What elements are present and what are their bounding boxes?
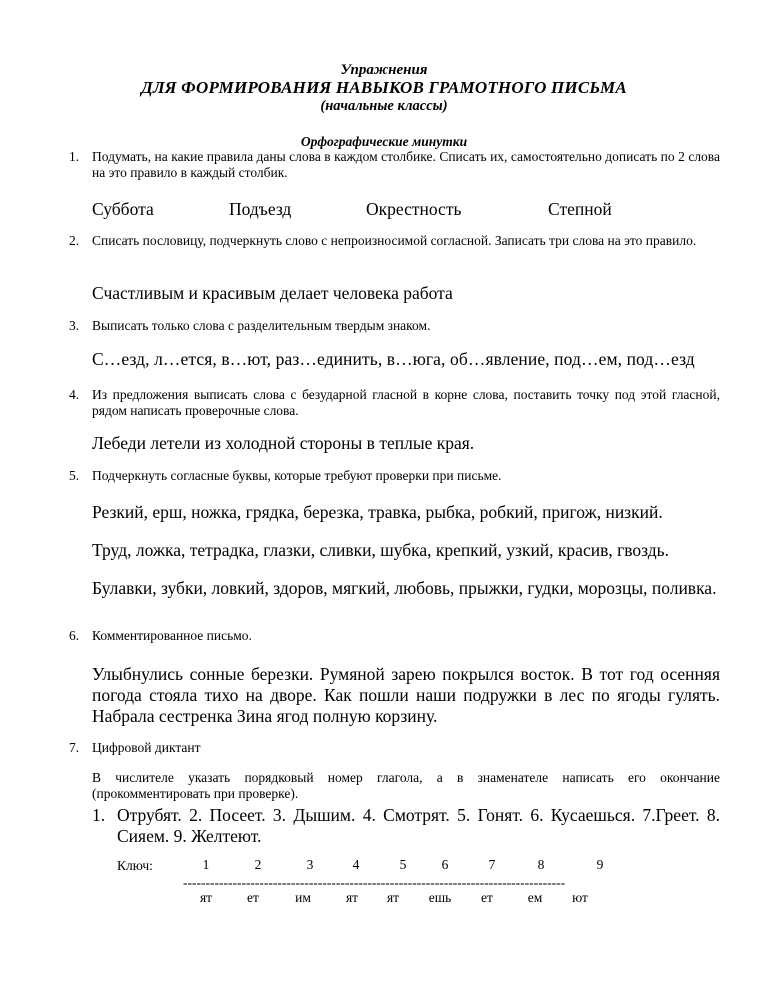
key-label: Ключ: <box>117 858 153 873</box>
key-number: 3 <box>306 857 314 872</box>
key-number: 6 <box>441 857 449 872</box>
key-ending: ят <box>345 890 359 905</box>
key-number: 2 <box>254 857 262 872</box>
exercise-text: С…езд, л…ется, в…ют, раз…единить, в…юга, об…явление, под…ем, под…езд <box>92 349 695 369</box>
dictation-text: Отрубят. 2. Посеет. 3. Дышим. 4. Смотрят. 5. Гонят. 6. Кусаешься. 7.Греет. 8. Сияем. 9. Желтеют. <box>117 805 720 846</box>
exercise-number: 5. <box>69 468 80 483</box>
key-ending: им <box>295 890 311 905</box>
exercise-text: Лебеди летели из холодной стороны в теплые края. <box>92 433 475 453</box>
exercise-number: 3. <box>69 318 80 333</box>
exercise-text: Улыбнулись сонные березки. Румяной зарею покрылся восток. В тот год осенняя погода стояла тихо на дворе. Как пошли наши подружки в лес по ягоды гулять. Набрала сестренка Зина ягод полную корзину. <box>92 664 720 726</box>
exercise-line: Резкий, ерш, ножка, грядка, березка, травка, рыбка, робкий, пригож, низкий. <box>92 502 663 522</box>
key-number: 5 <box>399 857 407 872</box>
doc-main-title: ДЛЯ ФОРМИРОВАНИЯ НАВЫКОВ ГРАМОТНОГО ПИСЬМА <box>141 78 627 97</box>
exercise-number: 2. <box>69 233 80 248</box>
exercise-instruction: Комментированное письмо. <box>92 628 252 643</box>
doc-subtitle: (начальные классы) <box>320 98 448 114</box>
word-column: Суббота <box>92 199 154 219</box>
exercise-line: Труд, ложка, тетрадка, глазки, сливки, шубка, крепкий, узкий, красив, гвоздь. <box>92 540 670 560</box>
exercise-number: 1. <box>69 149 80 164</box>
exercise-line: Булавки, зубки, ловкий, здоров, мягкий, любовь, прыжки, гудки, морозцы, поливка. <box>92 578 717 598</box>
section-title: Орфографические минутки <box>300 134 468 149</box>
word-column: Подъезд <box>229 199 292 219</box>
exercise-instruction: Выписать только слова с разделительным твердым знаком. <box>92 318 431 333</box>
key-ending: ет <box>481 890 493 905</box>
key-number: 7 <box>488 857 496 872</box>
exercise-number: 7. <box>69 740 80 755</box>
key-ending: ем <box>527 890 543 905</box>
doc-title: Упражнения <box>340 62 428 78</box>
list-number: 1. <box>92 805 106 825</box>
key-number: 4 <box>352 857 360 872</box>
key-ending: ят <box>199 890 213 905</box>
key-ending: ешь <box>428 890 452 905</box>
word-column: Окрестность <box>366 199 462 219</box>
key-number: 8 <box>537 857 545 872</box>
exercise-instruction: Цифровой диктант <box>92 740 201 755</box>
key-ending: ют <box>572 890 588 905</box>
word-column: Степной <box>548 199 612 219</box>
exercise-instruction: Из предложения выписать слова с безударной гласной в корне слова, поставить точку под этой гласной, рядом написать проверочные слова. <box>92 387 720 418</box>
exercise-instruction: Подумать, на какие правила даны слова в каждом столбике. Списать их, самостоятельно дописать по 2 слова на это правило в каждый столбик. <box>92 149 720 180</box>
proverb-text: Счастливым и красивым делает человека работа <box>92 283 453 303</box>
key-divider: ------------------------------------------------------------------------------------- <box>183 875 566 890</box>
exercise-instruction: Подчеркнуть согласные буквы, которые требуют проверки при письме. <box>92 468 502 483</box>
key-number: 1 <box>202 857 210 872</box>
exercise-instruction: Списать пословицу, подчеркнуть слово с непроизносимой согласной. Записать три слова на это правило. <box>92 233 697 248</box>
key-number: 9 <box>596 857 604 872</box>
exercise-number: 6. <box>69 628 80 643</box>
key-ending: ет <box>247 890 259 905</box>
key-ending: ят <box>386 890 400 905</box>
exercise-instruction-2: В числителе указать порядковый номер глагола, а в знаменателе написать его окончание (прокомментировать при проверке). <box>92 770 720 801</box>
exercise-number: 4. <box>69 387 80 402</box>
